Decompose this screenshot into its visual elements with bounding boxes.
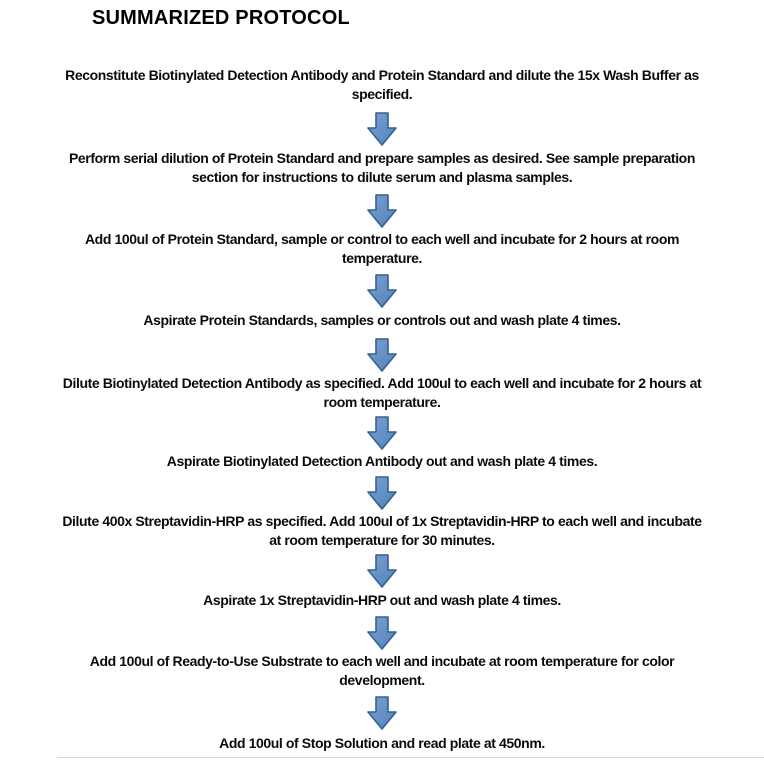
down-arrow-icon <box>367 338 397 372</box>
down-arrow-icon <box>367 194 397 228</box>
protocol-step-7: Dilute 400x Streptavidin-HRP as specified. Add 100ul of 1x Streptavidin-HRP to each well and incubate at room temperature for 30 minutes. <box>62 513 702 548</box>
protocol-step-9: Add 100ul of Ready-to-Use Substrate to each well and incubate at room temperature for color development. <box>89 653 675 688</box>
down-arrow-icon <box>367 696 397 730</box>
protocol-step-5: Dilute Biotinylated Detection Antibody as specified. Add 100ul to each well and incubate for 2 hours at room temperature. <box>62 375 702 410</box>
down-arrow-icon <box>367 616 397 650</box>
protocol-step-1: Reconstitute Biotinylated Detection Antibody and Protein Standard and dilute the 15x Wash Buffer as specified. <box>65 67 699 102</box>
bottom-divider <box>57 757 764 758</box>
down-arrow-icon <box>367 416 397 450</box>
protocol-step-3: Add 100ul of Protein Standard, sample or control to each well and incubate for 2 hours at room temperature. <box>84 231 680 266</box>
page-title: SUMMARIZED PROTOCOL <box>92 7 350 29</box>
down-arrow-icon <box>367 554 397 588</box>
down-arrow-icon <box>367 476 397 510</box>
down-arrow-icon <box>367 274 397 308</box>
protocol-step-6: Aspirate Biotinylated Detection Antibody out and wash plate 4 times. <box>166 453 598 469</box>
protocol-step-10: Add 100ul of Stop Solution and read plate at 450nm. <box>219 735 545 751</box>
protocol-step-2: Perform serial dilution of Protein Standard and prepare samples as desired. See sample preparation section for instructions to dilute serum and plasma samples. <box>68 150 695 185</box>
protocol-step-8: Aspirate 1x Streptavidin-HRP out and wash plate 4 times. <box>203 592 561 608</box>
down-arrow-icon <box>367 112 397 146</box>
protocol-step-4: Aspirate Protein Standards, samples or controls out and wash plate 4 times. <box>143 312 621 328</box>
